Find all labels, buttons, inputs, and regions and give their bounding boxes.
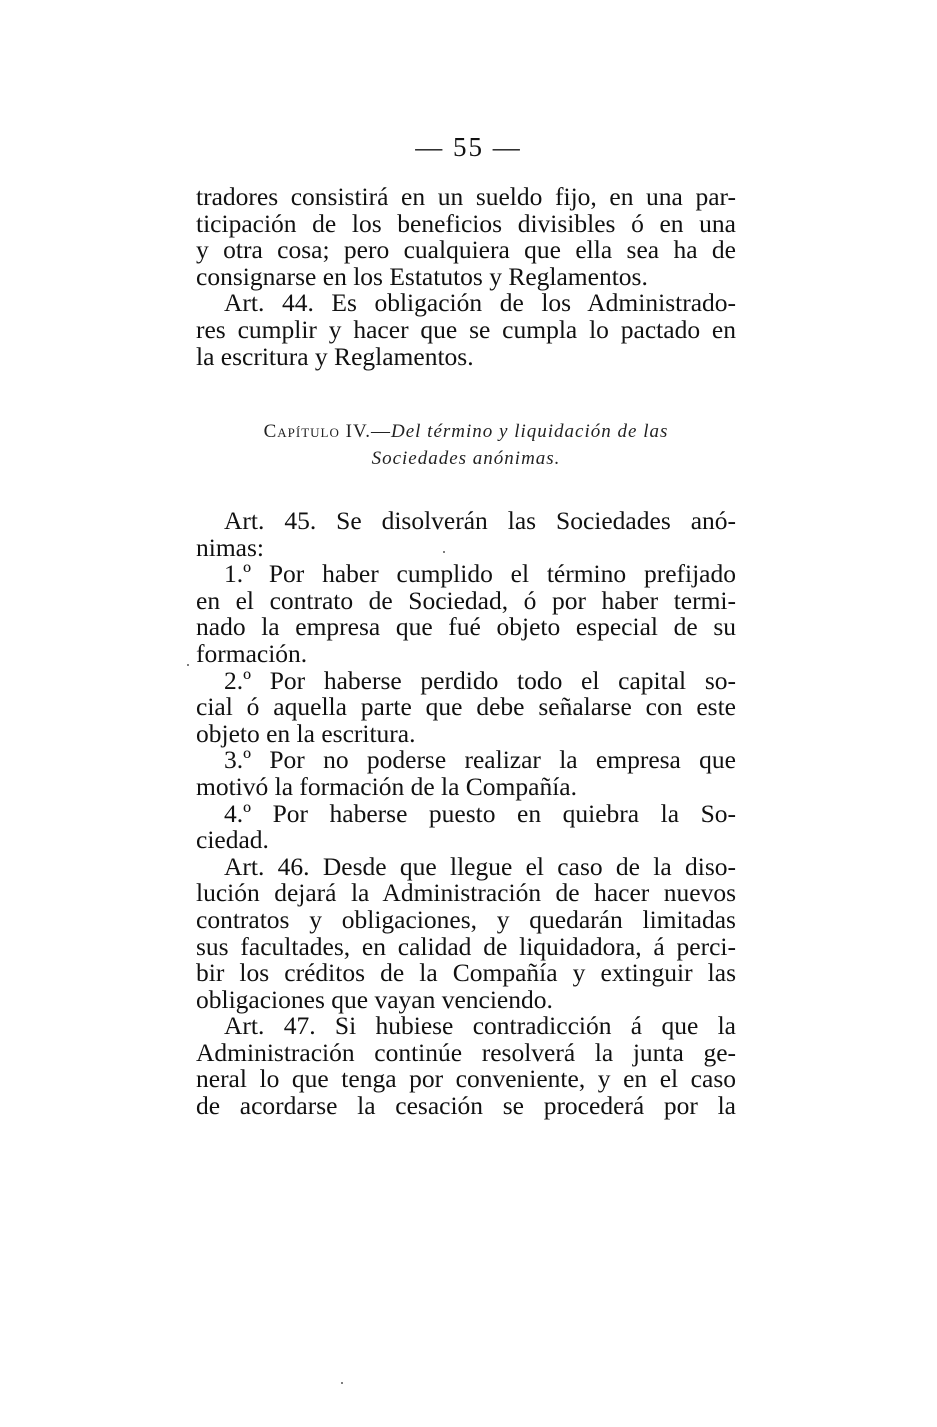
text-line: lución dejará la Administración de hacer nuevos [196,878,736,908]
text-line: nimas: [196,532,264,562]
article-46-line: Art. 46. Desde que llegue el caso de la diso- [224,851,736,881]
text-line: Administración continúe resolverá la junta ge- [196,1037,736,1067]
text-line: tradores consistirá en un sueldo fijo, en una par- [196,182,736,211]
chapter-title-line-1: Del término y liquidación de las [391,421,669,442]
text-line: ticipación de los beneficios divisibles ó en una [196,208,736,238]
text-line: y otra cosa; pero cualquiera que ella sea ha de [196,235,736,265]
text-line: ciedad. [196,825,269,855]
chapter-dash: — [371,421,391,442]
text-line: contratos y obligaciones, y quedarán limitadas [196,904,736,934]
text-line: cial ó aquella parte que debe señalarse con este [196,692,736,722]
text-line: nado la empresa que fué objeto especial de su [196,612,736,642]
chapter-title-line-2: Sociedades anónimas. [371,448,561,469]
text-line: en el contrato de Sociedad, ó por haber termi- [196,585,736,615]
article-47-line: Art. 47. Si hubiese contradicción á que la [224,1011,736,1041]
print-speck [187,664,189,666]
article-44-line: Art. 44. Es obligación de los Administrado- [224,288,736,318]
text-line: bir los créditos de la Compañía y extinguir las [196,958,736,988]
text-line: res cumplir y hacer que se cumpla lo pactado en [196,314,736,344]
chapter-heading [196,418,736,472]
item-1-line: 1.º Por haber cumplido el término prefijado [224,559,736,589]
text-line: formación. [196,638,308,668]
text-line: motivó la formación de la Compañía. [196,771,577,801]
article-45-line: Art. 45. Se disolverán las Sociedades anó- [224,506,736,535]
text-line: de acordarse la cesación se procederá por la [196,1091,736,1121]
item-2-line: 2.º Por haberse perdido todo el capital so- [224,665,736,695]
text-block-main [196,508,736,1120]
item-3-line: 3.º Por no poderse realizar la empresa que [224,745,736,775]
text-line: obligaciones que vayan venciendo. [196,984,553,1014]
text-line: consignarse en los Estatutos y Reglamentos. [196,261,648,291]
text-line: objeto en la escritura. [196,718,416,748]
chapter-heading-line-1 [196,418,736,445]
text-block-top [196,184,736,370]
print-speck [443,551,445,553]
text-line: sus facultades, en calidad de liquidadora, á perci- [196,931,736,961]
text-line: neral lo que tenga por conveniente, y en el caso [196,1064,736,1094]
item-4-line: 4.º Por haberse puesto en quiebra la So- [224,798,736,828]
page-number: — 55 — [415,132,522,162]
chapter-label: Capítulo IV. [263,421,371,442]
text-line: la escritura y Reglamentos. [196,341,474,371]
print-speck [341,1382,343,1384]
